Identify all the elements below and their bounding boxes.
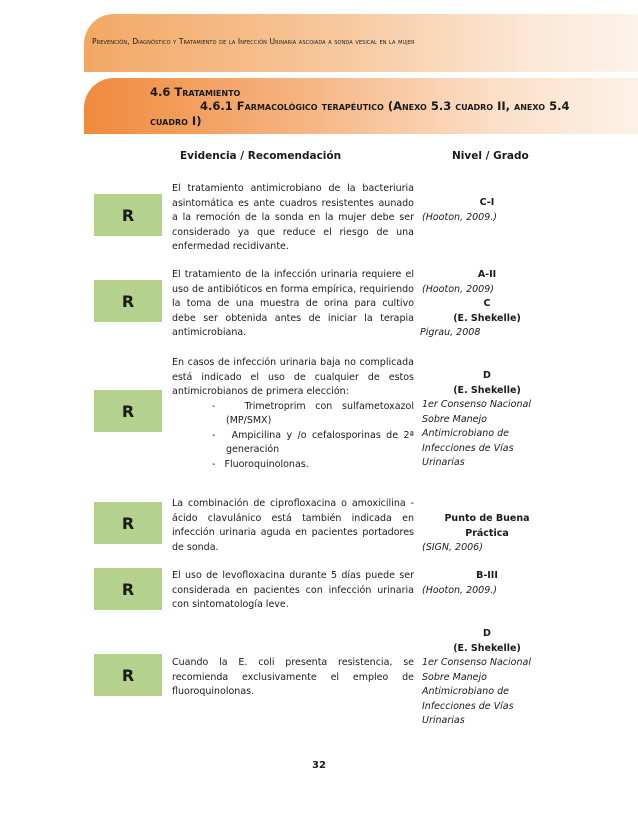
- grade: C: [483, 298, 491, 309]
- evidence-text: Cuando la E. coli presenta resistencia, se recomienda exclusivamente el empleo de fluoroquinolonas.: [172, 657, 414, 697]
- section-title: 4.6 Tratamiento: [150, 85, 241, 99]
- level-cell: [422, 196, 552, 225]
- column-level: Nivel / Grado: [452, 150, 529, 162]
- list-item: - Trimetroprim con sulfametoxazol (MP/SMX): [212, 400, 414, 426]
- evidence-text: La combinación de ciprofloxacina o amoxicilina - ácido clavulánico está también indicada en infección urinaria aguda en pacientes portadores de sonda.: [172, 498, 414, 553]
- evidence-text: En casos de infección urinaria baja no complicada está indicado el uso de cualquier de estos antimicrobianos de primera elección:: [172, 357, 414, 397]
- recommendation-badge: R: [94, 568, 162, 610]
- reference: Pigrau, 2008: [420, 327, 481, 338]
- recommendation-badge: R: [94, 390, 162, 432]
- grade-scale: (E. Shekelle): [453, 384, 521, 396]
- running-title: Prevención, Diagnóstico y Tratamiento de la Infección Urinaria ascoiada a sonda vesical en la mujer: [92, 37, 415, 46]
- grade: B-III: [476, 570, 498, 581]
- evidence-block: [172, 356, 414, 472]
- reference: 1er Consenso Nacional Sobre Manejo Antimicrobiano de Infecciones de Vías Urinarias: [422, 657, 531, 726]
- grade: D: [483, 628, 491, 639]
- grade: D: [483, 370, 491, 381]
- evidence-text: El uso de levofloxacina durante 5 días puede ser considerada en pacientes con infección urinaria con sintomatología leve.: [172, 570, 414, 610]
- grade: A-II: [477, 269, 497, 280]
- evidence-text: El tratamiento de la infección urinaria requiere el uso de antibióticos en forma empírica, requiriendo la toma de una muestra de orina para cultivo debe ser obtenida antes de iniciar la terapia antimicrobiana.: [172, 269, 414, 338]
- recommendation-badge: R: [94, 502, 162, 544]
- level-cell: [422, 569, 552, 598]
- grade: Punto de Buena Práctica: [444, 513, 530, 539]
- section-subtitle: 4.6.1 Farmacológico terapéutico (Anexo 5.3 cuadro II, anexo 5.4: [200, 99, 570, 113]
- recommendation-badge: R: [94, 194, 162, 236]
- column-evidence: Evidencia / Recomendación: [180, 150, 342, 162]
- page-number: 32: [312, 760, 326, 771]
- list-item: - Ampicilina y /o cefalosporinas de 2ª generación: [212, 429, 414, 455]
- reference: 1er Consenso Nacional Sobre Manejo Antimicrobiano de Infecciones de Vías Urinarias: [422, 399, 531, 468]
- level-cell: [422, 369, 552, 471]
- recommendation-badge: R: [94, 280, 162, 322]
- reference: (Hooton, 2009.): [422, 584, 497, 596]
- reference: (Hooton, 2009.): [422, 211, 497, 223]
- section-subtitle-cont: cuadro I): [150, 114, 202, 128]
- grade-scale: (E. Shekelle): [453, 642, 521, 654]
- level-cell: [422, 268, 552, 341]
- grade: C-I: [479, 197, 495, 208]
- reference: (SIGN, 2006): [422, 542, 483, 553]
- level-cell: [422, 512, 552, 556]
- level-cell: [422, 627, 552, 729]
- grade-scale: (E. Shekelle): [453, 312, 521, 324]
- reference: (Hooton, 2009): [422, 283, 494, 295]
- recommendation-badge: R: [94, 654, 162, 696]
- evidence-text: El tratamiento antimicrobiano de la bacteriuria asintomática es ante cuadros resistentes aunado a la remoción de la sonda en la mujer debe ser considerado ya que reduce el riesgo de una enfermedad recidivante.: [172, 183, 414, 252]
- list-item: - Fluoroquinolonas.: [212, 458, 309, 470]
